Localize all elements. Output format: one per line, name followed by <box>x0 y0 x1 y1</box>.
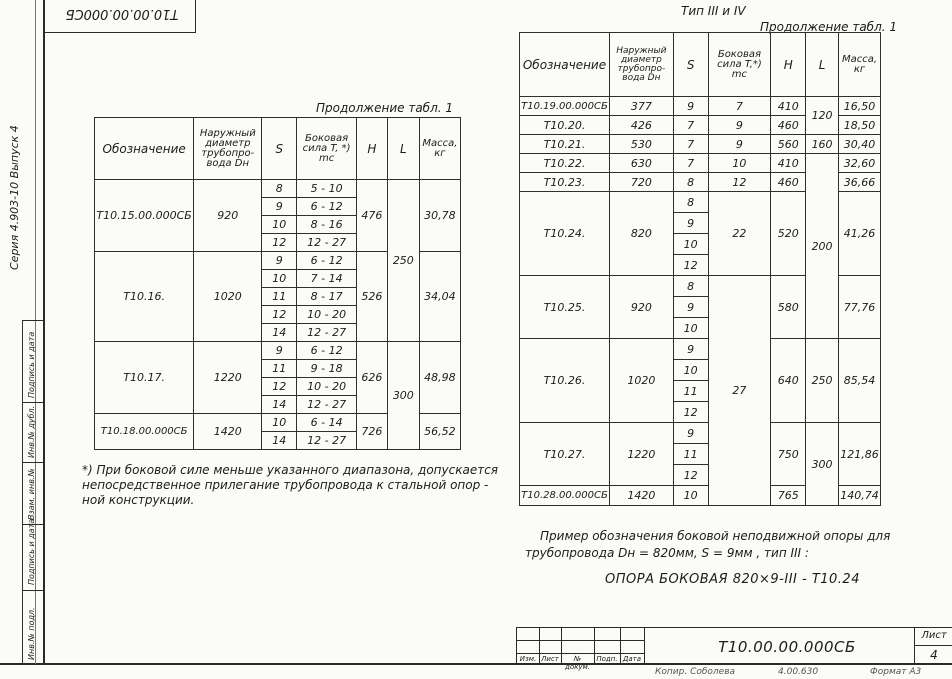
force-cell: 8 - 17 <box>297 288 357 306</box>
s-cell: 12 <box>262 378 297 396</box>
force-cell: 9 <box>708 116 771 135</box>
sidebar-cell: Инв.№ дубл. <box>27 405 36 458</box>
s-cell: 7 <box>673 135 708 154</box>
s-cell: 10 <box>673 360 708 381</box>
force-cell: 5 - 10 <box>297 180 357 198</box>
sidebar-cell: Взам. инв.№ <box>27 468 36 520</box>
table-row <box>520 339 881 360</box>
s-cell: 12 <box>673 255 708 276</box>
l-cell: 250 <box>806 339 839 423</box>
top-stamp-underline <box>45 32 196 33</box>
s-cell: 10 <box>262 270 297 288</box>
h-cell: 640 <box>771 339 806 423</box>
designation-cell: T10.26. <box>520 339 610 423</box>
col-s: S <box>673 33 708 97</box>
s-cell: 8 <box>673 173 708 192</box>
mass-cell: 30,78 <box>419 180 460 252</box>
diameter-cell: 1020 <box>194 252 262 342</box>
right-continuation-label: Продолжение табл. 1 <box>760 20 898 34</box>
h-cell: 410 <box>771 97 806 116</box>
left-table-header <box>95 118 461 180</box>
designation-cell: T10.18.00.000СБ <box>95 414 194 450</box>
mass-cell: 30,40 <box>839 135 881 154</box>
sidebar-cell: Инв.№ подл. <box>27 607 36 660</box>
example-text: Пример обозначения боковой неподвижной опоры для трубопровода Dн = 820мм, S = 9мм , тип III : <box>525 529 891 560</box>
col-l: L <box>806 33 839 97</box>
col-h: H <box>356 118 387 180</box>
l-cell: 200 <box>806 154 839 339</box>
force-cell: 27 <box>708 276 771 506</box>
h-cell: 626 <box>356 342 387 414</box>
diameter-cell: 720 <box>609 173 673 192</box>
designation-cell: T10.28.00.000СБ <box>520 486 610 506</box>
diameter-cell: 530 <box>609 135 673 154</box>
s-cell: 8 <box>673 192 708 213</box>
designation-cell: T10.17. <box>95 342 194 414</box>
diameter-cell: 920 <box>609 276 673 339</box>
designation-cell: T10.19.00.000СБ <box>520 97 610 116</box>
series-label: Серия 4.903-10 Выпуск 4 <box>8 125 21 270</box>
col-mass: Масса, кг <box>419 118 460 180</box>
force-cell: 12 - 27 <box>297 234 357 252</box>
left-footnote: *) При боковой силе меньше указанного диапазона, допускается непосредственное прилегание трубопровода к стальной опор - ной конструкции. <box>82 463 499 507</box>
s-cell: 10 <box>673 486 708 506</box>
mass-cell: 16,50 <box>839 97 881 116</box>
force-cell: 10 - 20 <box>297 378 357 396</box>
footer-format: Формат А3 <box>870 667 922 677</box>
diameter-cell: 377 <box>609 97 673 116</box>
table-row <box>520 423 881 444</box>
diameter-cell: 1020 <box>609 339 673 423</box>
h-cell: 410 <box>771 154 806 173</box>
h-cell: 765 <box>771 486 806 506</box>
stamp-doc-code: T10.00.00.000СБ <box>718 638 856 656</box>
l-cell: 250 <box>387 180 419 342</box>
mass-cell: 18,50 <box>839 116 881 135</box>
designation-cell: T10.21. <box>520 135 610 154</box>
diameter-cell: 1420 <box>609 486 673 506</box>
stamp-label-date: Дата <box>622 655 642 663</box>
stamp-label-sign: Подп. <box>596 655 618 663</box>
s-cell: 10 <box>262 216 297 234</box>
force-cell: 12 - 27 <box>297 324 357 342</box>
mass-cell: 56,52 <box>419 414 460 450</box>
table-row <box>95 180 461 198</box>
diameter-cell: 820 <box>609 192 673 276</box>
h-cell: 750 <box>771 423 806 486</box>
s-cell: 9 <box>262 342 297 360</box>
designation-cell: T10.22. <box>520 154 610 173</box>
force-cell: 12 - 27 <box>297 396 357 414</box>
force-cell: 7 - 14 <box>297 270 357 288</box>
s-cell: 12 <box>262 306 297 324</box>
s-cell: 11 <box>262 288 297 306</box>
h-cell: 460 <box>771 173 806 192</box>
mass-cell: 34,04 <box>419 252 460 342</box>
col-diameter: Наружный диаметр трубопро-вода Dн <box>609 33 673 97</box>
diameter-cell: 426 <box>609 116 673 135</box>
force-cell: 6 - 14 <box>297 414 357 432</box>
col-h: H <box>771 33 806 97</box>
sidebar-block <box>22 320 45 664</box>
s-cell: 9 <box>262 252 297 270</box>
designation-cell: T10.23. <box>520 173 610 192</box>
sidebar-cell: Подпись и дата <box>27 518 36 585</box>
force-cell: 10 <box>708 154 771 173</box>
s-cell: 10 <box>673 318 708 339</box>
s-cell: 9 <box>673 423 708 444</box>
mass-cell: 48,98 <box>419 342 460 414</box>
left-continuation-label: Продолжение табл. 1 <box>316 101 454 115</box>
s-cell: 14 <box>262 396 297 414</box>
mass-cell: 77,76 <box>839 276 881 339</box>
force-cell: 6 - 12 <box>297 252 357 270</box>
mass-cell: 41,26 <box>839 192 881 276</box>
force-cell: 6 - 12 <box>297 342 357 360</box>
diameter-cell: 1220 <box>194 342 262 414</box>
right-table <box>519 32 881 506</box>
mass-cell: 140,74 <box>839 486 881 506</box>
mass-cell: 32,60 <box>839 154 881 173</box>
s-cell: 12 <box>673 402 708 423</box>
designation-cell: T10.15.00.000СБ <box>95 180 194 252</box>
l-cell: 300 <box>387 342 419 450</box>
stamp-sheet-label: Лист <box>921 630 947 641</box>
table-row <box>520 97 881 116</box>
table-row <box>520 135 881 154</box>
s-cell: 11 <box>673 381 708 402</box>
example-formula: ОПОРА БОКОВАЯ 820×9-III - T10.24 <box>605 572 860 587</box>
designation-cell: T10.27. <box>520 423 610 486</box>
h-cell: 560 <box>771 135 806 154</box>
footer-copy: Копир. Соболева <box>655 667 736 677</box>
footer-order: 4.00.630 <box>778 667 819 677</box>
right-table-header <box>520 33 881 97</box>
diameter-cell: 630 <box>609 154 673 173</box>
table-row <box>95 342 461 360</box>
s-cell: 9 <box>673 213 708 234</box>
s-cell: 10 <box>262 414 297 432</box>
s-cell: 9 <box>673 97 708 116</box>
s-cell: 9 <box>262 198 297 216</box>
col-force: Боковая сила T, *) mc <box>297 118 357 180</box>
force-cell: 7 <box>708 97 771 116</box>
diameter-cell: 920 <box>194 180 262 252</box>
force-cell: 10 - 20 <box>297 306 357 324</box>
h-cell: 476 <box>356 180 387 252</box>
col-designation: Обозначение <box>520 33 610 97</box>
mass-cell: 36,66 <box>839 173 881 192</box>
col-mass: Масса, кг <box>839 33 881 97</box>
s-cell: 9 <box>673 339 708 360</box>
force-cell: 22 <box>708 192 771 276</box>
designation-cell: T10.25. <box>520 276 610 339</box>
force-cell: 12 - 27 <box>297 432 357 450</box>
designation-cell: T10.20. <box>520 116 610 135</box>
force-cell: 9 <box>708 135 771 154</box>
l-cell: 160 <box>806 135 839 154</box>
s-cell: 8 <box>673 276 708 297</box>
force-cell: 8 - 16 <box>297 216 357 234</box>
sidebar-cell: Подпись и дата <box>27 331 36 398</box>
force-cell: 12 <box>708 173 771 192</box>
s-cell: 7 <box>673 154 708 173</box>
col-diameter: Наружный диаметр трубопро-вода Dн <box>194 118 262 180</box>
s-cell: 10 <box>673 234 708 255</box>
designation-cell: T10.16. <box>95 252 194 342</box>
col-designation: Обозначение <box>95 118 194 180</box>
stamp-label-change: Изм. <box>519 655 537 663</box>
s-cell: 11 <box>673 444 708 465</box>
s-cell: 9 <box>673 297 708 318</box>
col-force: Боковая сила T,*) mc <box>708 33 771 97</box>
table-row <box>520 154 881 173</box>
top-doc-code: Т10.00.00.000СБ <box>65 6 179 21</box>
stamp-label-docnum: № докум. <box>565 655 590 671</box>
force-cell: 6 - 12 <box>297 198 357 216</box>
col-s: S <box>262 118 297 180</box>
title-block <box>516 627 952 671</box>
s-cell: 7 <box>673 116 708 135</box>
s-cell: 8 <box>262 180 297 198</box>
l-cell: 120 <box>806 97 839 135</box>
s-cell: 14 <box>262 324 297 342</box>
h-cell: 726 <box>356 414 387 450</box>
diameter-cell: 1220 <box>609 423 673 486</box>
h-cell: 526 <box>356 252 387 342</box>
mass-cell: 121,86 <box>839 423 881 486</box>
mass-cell: 85,54 <box>839 339 881 423</box>
left-table <box>94 117 461 450</box>
force-cell: 9 - 18 <box>297 360 357 378</box>
diameter-cell: 1420 <box>194 414 262 450</box>
s-cell: 14 <box>262 432 297 450</box>
designation-cell: T10.24. <box>520 192 610 276</box>
stamp-label-sheet: Лист <box>541 655 559 663</box>
s-cell: 12 <box>262 234 297 252</box>
l-cell: 300 <box>806 423 839 506</box>
top-stamp-divider <box>195 0 196 33</box>
h-cell: 580 <box>771 276 806 339</box>
h-cell: 460 <box>771 116 806 135</box>
s-cell: 11 <box>262 360 297 378</box>
col-l: L <box>387 118 419 180</box>
s-cell: 12 <box>673 465 708 486</box>
type-label: Тип III и IV <box>681 4 746 18</box>
h-cell: 520 <box>771 192 806 276</box>
stamp-sheet-number: 4 <box>930 648 938 662</box>
